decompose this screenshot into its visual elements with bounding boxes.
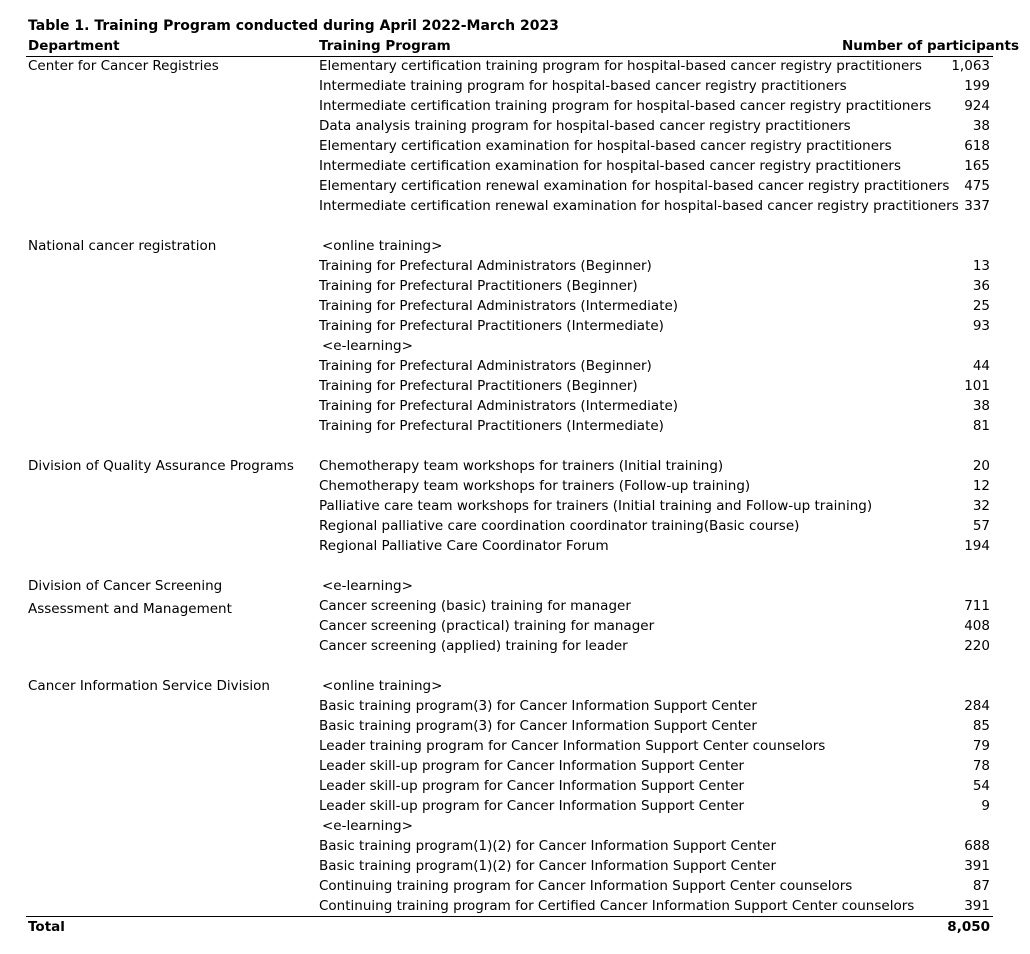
table-row [0,456,1030,476]
program-name: Continuing training program for Cancer Information Support Center counselors [319,878,853,894]
program-name: Continuing training program for Certified Cancer Information Support Center counselors [319,898,915,914]
participant-count: 93 [972,318,990,334]
department-name: National cancer registration [28,238,217,254]
table-row [0,136,1030,156]
participant-count: 36 [972,278,990,294]
program-name: Intermediate certification renewal examination for hospital-based cancer registry practitioners [319,198,959,214]
participant-count: 391 [964,898,990,914]
participant-count: 220 [964,638,990,654]
program-name: Training for Prefectural Administrators (Intermediate) [319,298,679,314]
table-row [0,276,1030,296]
participant-count: 165 [964,158,990,174]
participant-count: 475 [964,178,990,194]
table-title: Table 1. Training Program conducted during April 2022-March 2023 [28,18,559,34]
program-name: Leader skill-up program for Cancer Information Support Center [319,798,745,814]
table-row [0,476,1030,496]
program-name: Cancer screening (practical) training for manager [319,618,655,634]
program-name: Training for Prefectural Administrators (Intermediate) [319,398,679,414]
table-row [0,376,1030,396]
table-row [0,636,1030,656]
table-row [0,196,1030,216]
total-row [0,917,1030,937]
program-name: Chemotherapy team workshops for trainers (Initial training) [319,458,724,474]
participant-count: 1,063 [951,58,990,74]
header-training-program: Training Program [319,38,451,54]
program-name: Basic training program(3) for Cancer Information Support Center [319,698,757,714]
department-name: Division of Cancer Screening [28,578,223,594]
program-group-label: <online training> [322,678,443,694]
program-name: Training for Prefectural Practitioners (Beginner) [319,278,638,294]
program-group-label: <e-learning> [322,818,413,834]
participant-count: 54 [972,778,990,794]
table-row [0,56,1030,76]
spacer-row [0,556,1030,576]
table-row [0,536,1030,556]
table-row [0,416,1030,436]
participant-count: 101 [964,378,990,394]
table-row [0,176,1030,196]
program-name: Basic training program(1)(2) for Cancer Information Support Center [319,858,776,874]
table-row [0,336,1030,356]
participant-count: 78 [972,758,990,774]
participant-count: 12 [972,478,990,494]
program-name: Chemotherapy team workshops for trainers (Follow-up training) [319,478,751,494]
table-row [0,256,1030,276]
table-row [0,396,1030,416]
participant-count: 391 [964,858,990,874]
table-row [0,316,1030,336]
participant-count: 79 [972,738,990,754]
table-row [0,896,1030,916]
participant-count: 194 [964,538,990,554]
program-name: Intermediate certification training program for hospital-based cancer registry practitioners [319,98,932,114]
table-row [0,616,1030,636]
table-row [0,796,1030,816]
table-row [0,696,1030,716]
program-group-label: <e-learning> [322,578,413,594]
spacer-row [0,436,1030,456]
program-name: Training for Prefectural Practitioners (Intermediate) [319,318,664,334]
program-name: Training for Prefectural Practitioners (Beginner) [319,378,638,394]
total-count: 8,050 [947,919,990,935]
table-body [0,56,1030,916]
table-row [0,356,1030,376]
participant-count: 688 [964,838,990,854]
table-row [0,676,1030,696]
table-row [0,816,1030,836]
program-group-label: <e-learning> [322,338,413,354]
program-name: Regional Palliative Care Coordinator Forum [319,538,609,554]
participant-count: 32 [972,498,990,514]
participant-count: 924 [964,98,990,114]
participant-count: 337 [964,198,990,214]
program-name: Basic training program(1)(2) for Cancer Information Support Center [319,838,776,854]
header-department: Department [28,38,120,54]
participant-count: 408 [964,618,990,634]
department-name: Cancer Information Service Division [28,678,270,694]
table-row [0,716,1030,736]
participant-count: 87 [972,878,990,894]
table-row [0,756,1030,776]
participant-count: 25 [972,298,990,314]
participant-count: 199 [964,78,990,94]
table-row [0,596,1030,616]
table-row [0,296,1030,316]
participant-count: 44 [972,358,990,374]
table-row [0,856,1030,876]
program-name: Elementary certification training program for hospital-based cancer registry practitioners [319,58,922,74]
program-name: Training for Prefectural Administrators (Beginner) [319,358,652,374]
department-name-line2: Assessment and Management [28,601,232,617]
table-row [0,236,1030,256]
program-group-label: <online training> [322,238,443,254]
program-name: Basic training program(3) for Cancer Information Support Center [319,718,757,734]
program-name: Intermediate training program for hospital-based cancer registry practitioners [319,78,847,94]
table-row [0,836,1030,856]
table-row [0,156,1030,176]
participant-count: 38 [972,398,990,414]
program-name: Palliative care team workshops for trainers (Initial training and Follow-up training) [319,498,873,514]
table-row [0,96,1030,116]
program-name: Leader skill-up program for Cancer Information Support Center [319,778,745,794]
participant-count: 20 [972,458,990,474]
department-name: Center for Cancer Registries [28,58,219,74]
participant-count: 85 [972,718,990,734]
program-name: Cancer screening (basic) training for manager [319,598,631,614]
participant-count: 618 [964,138,990,154]
participant-count: 711 [964,598,990,614]
participant-count: 284 [964,698,990,714]
participant-count: 9 [981,798,990,814]
table-row [0,516,1030,536]
total-label: Total [28,919,65,935]
program-name: Cancer screening (applied) training for leader [319,638,628,654]
program-name: Regional palliative care coordination coordinator training(Basic course) [319,518,800,534]
table-row [0,876,1030,896]
table-row [0,116,1030,136]
program-name: Elementary certification examination for hospital-based cancer registry practitioners [319,138,892,154]
table-row [0,736,1030,756]
department-name: Division of Quality Assurance Programs [28,458,294,474]
participant-count: 81 [972,418,990,434]
program-name: Leader training program for Cancer Information Support Center counselors [319,738,826,754]
header-number-of-participants: Number of participants [841,38,1019,54]
participant-count: 57 [972,518,990,534]
spacer-row [0,216,1030,236]
program-name: Training for Prefectural Practitioners (Intermediate) [319,418,664,434]
program-name: Leader skill-up program for Cancer Information Support Center [319,758,745,774]
table-row [0,776,1030,796]
program-name: Intermediate certification examination for hospital-based cancer registry practitioners [319,158,901,174]
program-name: Elementary certification renewal examination for hospital-based cancer registry practitioners [319,178,950,194]
program-name: Data analysis training program for hospital-based cancer registry practitioners [319,118,851,134]
participant-count: 38 [972,118,990,134]
spacer-row [0,656,1030,676]
program-name: Training for Prefectural Administrators (Beginner) [319,258,652,274]
table-row [0,76,1030,96]
participant-count: 13 [972,258,990,274]
table-row [0,496,1030,516]
